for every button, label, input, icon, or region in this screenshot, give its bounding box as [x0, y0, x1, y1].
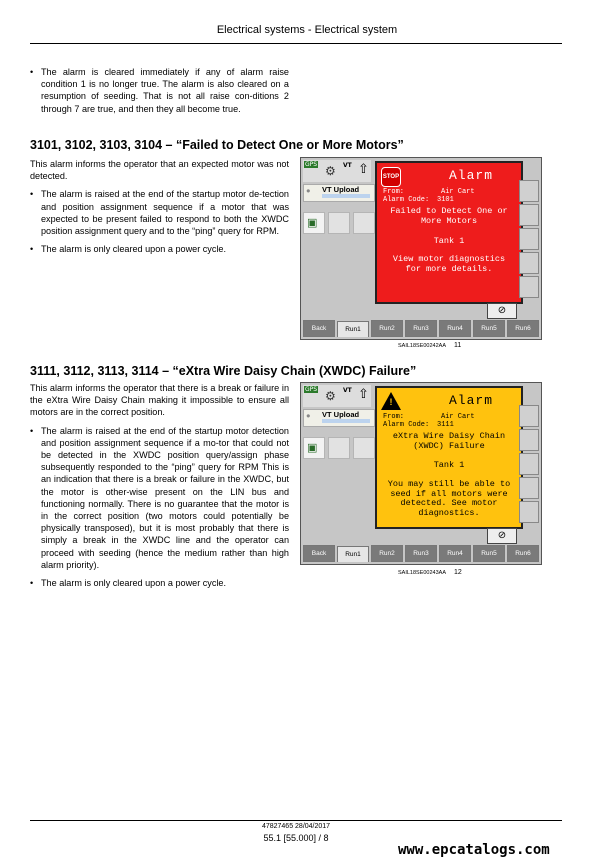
vt-upload-bar[interactable]: [303, 409, 375, 427]
acknowledge-button[interactable]: ⊘: [487, 528, 517, 544]
code-label: Alarm Code:: [383, 196, 430, 204]
tab-run6[interactable]: Run6: [507, 545, 539, 562]
page-header: Electrical systems - Electrical system: [216, 24, 398, 36]
tab-run2[interactable]: Run2: [371, 545, 403, 562]
alarm-screenshot-1: [300, 157, 542, 340]
implement-icon-slot[interactable]: [303, 437, 325, 459]
code-value: 3101: [437, 196, 454, 204]
implement-icon-slot[interactable]: [303, 212, 325, 234]
vt-upload-bar[interactable]: [303, 184, 375, 202]
code-label: Alarm Code:: [383, 421, 430, 429]
alarm-tank: Tank 1: [433, 460, 465, 470]
intro-block: [30, 66, 289, 121]
side-button[interactable]: [519, 477, 539, 499]
footer-doc: 47827465 28/04/2017: [261, 823, 331, 830]
alarm-advice: You may still be able to seed if all motors were detected. See motor diagnostics.: [387, 479, 511, 518]
section2-bullet: • The alarm is only cleared upon a power cycle.: [30, 577, 289, 589]
alarm-screenshot-2: [300, 382, 542, 565]
figure2-caption-code: SAIL18SE00243AA: [398, 570, 447, 576]
vt-upload-icon: ●: [306, 186, 311, 195]
tab-run3[interactable]: Run3: [405, 545, 437, 562]
tab-back[interactable]: Back: [303, 320, 335, 337]
empty-slot[interactable]: [353, 437, 375, 459]
side-button[interactable]: [519, 204, 539, 226]
tab-run1[interactable]: Run1: [337, 546, 369, 562]
tab-run6[interactable]: Run6: [507, 320, 539, 337]
side-button[interactable]: [519, 252, 539, 274]
vt-label: VT: [343, 162, 352, 169]
status-icons: [303, 385, 371, 407]
side-button[interactable]: [519, 180, 539, 202]
acknowledge-button[interactable]: ⊘: [487, 303, 517, 319]
tab-back[interactable]: Back: [303, 545, 335, 562]
from-value: Air Cart: [441, 413, 475, 421]
alarm-message: Failed to Detect One or More Motors: [390, 206, 508, 226]
alarm-title: Alarm: [449, 168, 494, 183]
section1-bullet: • The alarm is raised at the end of the startup motor de-tection and position assignment sequence if a motor that was expected to be present failed to respond to both the XWDC position assignment query and to the “ping” query for RPM.: [30, 188, 289, 237]
from-label: From:: [383, 413, 405, 421]
section1-heading: 3101, 3102, 3103, 3104 – “Failed to Detect One or More Motors”: [30, 138, 404, 152]
alarm-message: eXtra Wire Daisy Chain (XWDC) Failure: [392, 431, 506, 451]
tab-run4[interactable]: Run4: [439, 320, 471, 337]
section1-bullet: • The alarm is only cleared upon a power cycle.: [30, 243, 289, 255]
section2-intro: This alarm informs the operator that there is a break or failure in the eXtra Wire Daisy Chain making it impossible to ensure all motors are in the correct position.: [30, 383, 289, 418]
vt-upload-icon: ●: [306, 411, 311, 420]
footer-page: 55.1 [55.000] / 8: [263, 833, 329, 843]
tractor-icon: ⚙: [325, 389, 336, 403]
empty-slot[interactable]: [353, 212, 375, 234]
implement-icon: ▣: [307, 441, 318, 454]
code-value: 3111: [437, 421, 454, 429]
side-button[interactable]: [519, 501, 539, 523]
from-label: From:: [383, 188, 405, 196]
vt-upload-progress: [322, 194, 370, 198]
section1-text: [30, 158, 289, 261]
vt-upload-progress: [322, 419, 370, 423]
side-button[interactable]: [519, 405, 539, 427]
figure1-caption-code: SAIL18SE00242AA: [398, 343, 447, 349]
vt-label: VT: [343, 387, 352, 394]
side-button[interactable]: [519, 276, 539, 298]
alarm-advice: View motor diagnostics for more details.: [392, 254, 506, 274]
up-arrow-icon: ⇧: [358, 162, 369, 177]
tab-run4[interactable]: Run4: [439, 545, 471, 562]
watermark: www.epcatalogs.com: [398, 842, 550, 858]
side-button[interactable]: [519, 453, 539, 475]
intro-bullet: • The alarm is cleared immediately if any of alarm raise condition 1 is no longer true. The alarm is also cleared on a resumption of seeding. That is not all raise con-ditions 2 through 7 are true, and then they all become true.: [30, 66, 289, 115]
figure1-caption-num: 11: [454, 342, 462, 349]
tab-run5[interactable]: Run5: [473, 545, 505, 562]
alarm-panel-yellow: [375, 386, 523, 529]
tab-run1[interactable]: Run1: [337, 321, 369, 337]
alarm-title: Alarm: [449, 393, 494, 408]
alarm-tank: Tank 1: [433, 236, 465, 246]
tab-run3[interactable]: Run3: [405, 320, 437, 337]
section2-heading: 3111, 3112, 3113, 3114 – “eXtra Wire Daisy Chain (XWDC) Failure”: [30, 364, 417, 378]
side-button[interactable]: [519, 429, 539, 451]
tab-run5[interactable]: Run5: [473, 320, 505, 337]
stop-icon: STOP: [381, 167, 401, 187]
warning-mark: !: [389, 397, 393, 407]
gps-icon: GPS: [305, 161, 318, 168]
alarm-panel-red: [375, 161, 523, 304]
header-rule: [30, 43, 562, 44]
status-icons: [303, 160, 371, 182]
vt-upload-label: VT Upload: [322, 410, 360, 419]
up-arrow-icon: ⇧: [358, 387, 369, 402]
empty-slot[interactable]: [328, 212, 350, 234]
section1-intro: This alarm informs the operator that an expected motor was not detected.: [30, 159, 289, 182]
footer-rule: [30, 820, 562, 821]
vt-upload-label: VT Upload: [322, 185, 360, 194]
implement-icon: ▣: [307, 216, 318, 229]
section2-bullet: • The alarm is raised at the end of the startup motor detection and position assignment sequence if a mo-tor that could not be detected in the XWDC position query/assign phase subsequently responded to the “ping” query for RPM This is an indication that there is a break or failure in the XWDC, but the motor is other-wise present on the LIN bus and functioning normally. There is no guarantee that the motor is in the correct position (two motors could potentially be physically transposed), but it is most probably that there is simply a break in the XWDC line and the operator can proceed with seeding (hence the medium rather than high alarm priority).: [30, 425, 289, 571]
empty-slot[interactable]: [328, 437, 350, 459]
side-button[interactable]: [519, 228, 539, 250]
tractor-icon: ⚙: [325, 164, 336, 178]
gps-icon: GPS: [305, 386, 318, 393]
tab-run2[interactable]: Run2: [371, 320, 403, 337]
from-value: Air Cart: [441, 188, 475, 196]
section2-text: [30, 382, 289, 595]
figure2-caption-num: 12: [454, 569, 462, 576]
